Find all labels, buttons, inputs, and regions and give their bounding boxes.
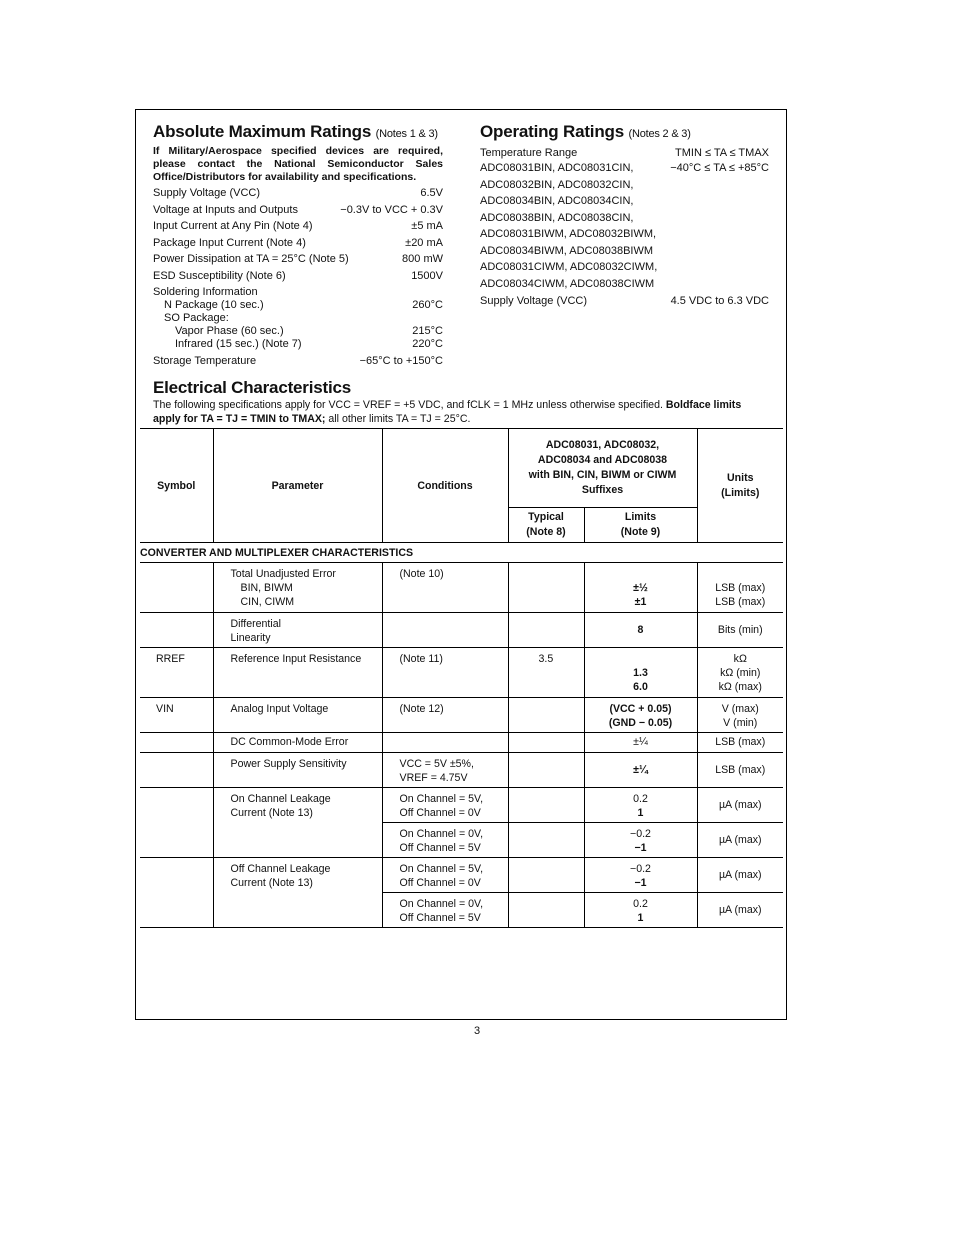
temp-range-row: Temperature Range TMIN ≤ TA ≤ TMAX <box>480 147 769 159</box>
table-row: Power Supply Sensitivity VCC = 5V ±5%, VREF = 4.75V ±¼ LSB (max) <box>140 753 783 788</box>
abs-max-title: Absolute Maximum Ratings (Notes 1 & 3) <box>153 122 438 141</box>
list-item: Voltage at Inputs and Outputs −0.3V to VCC + 0.3V <box>153 203 443 216</box>
temp-value: −40°C ≤ TA ≤ +85°C <box>670 162 769 174</box>
list-item: ADC08034BIWM, ADC08038BIWM <box>480 244 654 257</box>
elec-section <box>153 378 769 426</box>
table-row: Total Unadjusted Error BIN, BIWM CIN, CIWM (Note 10) ±½ ±1 LSB (max) LSB (max) <box>140 563 783 613</box>
op-ratings-title: Operating Ratings (Notes 2 & 3) <box>480 122 691 141</box>
table-row: Differential Linearity 8 Bits (min) <box>140 613 783 648</box>
op-ratings-section <box>480 122 769 308</box>
list-item: SO Package: <box>164 312 229 324</box>
header-parameter: Parameter <box>213 429 382 543</box>
list-item: Input Current at Any Pin (Note 4) ±5 mA <box>153 220 443 232</box>
header-units: Units (Limits) <box>697 429 783 543</box>
list-item: ADC08034CIWM, ADC08038CIWM <box>480 277 655 290</box>
list-item: N Package (10 sec.) 260°C <box>164 299 443 311</box>
header-typical: Typical (Note 8) <box>508 508 584 543</box>
parts-list <box>480 160 769 292</box>
table-row: On Channel Leakage Current (Note 13) On Channel = 5V, Off Channel = 0V 0.2 1 µA (max) <box>140 788 783 823</box>
list-item: ADC08031BIWM, ADC08032BIWM, <box>480 228 657 240</box>
section-converter: CONVERTER AND MULTIPLEXER CHARACTERISTICS <box>140 543 783 563</box>
table-row: Off Channel Leakage Current (Note 13) On Channel = 5V, Off Channel = 0V −0.2 −1 µA (max) <box>140 858 783 893</box>
list-item: ADC08031BIN, ADC08031CIN, <box>480 162 634 174</box>
header-symbol: Symbol <box>140 429 213 543</box>
elec-table <box>140 428 783 928</box>
abs-max-section <box>153 122 443 368</box>
list-item: Package Input Current (Note 4) ±20 mA <box>153 236 443 249</box>
header-group: ADC08031, ADC08032, ADC08034 and ADC08038 with BIN, CIN, BIWM or CIWM Suffixes <box>508 429 697 508</box>
abs-max-list <box>153 187 443 368</box>
list-item: ADC08032BIN, ADC08032CIN, <box>480 178 634 191</box>
soldering-label: Soldering Information <box>153 286 258 298</box>
supply-row: Supply Voltage (VCC) 4.5 VDC to 6.3 VDC <box>480 295 769 307</box>
list-item: Infrared (15 sec.) (Note 7) 220°C <box>175 338 443 350</box>
list-item: Vapor Phase (60 sec.) 215°C <box>175 325 443 337</box>
list-item: ADC08038BIN, ADC08038CIN, <box>480 211 634 224</box>
header-conditions: Conditions <box>382 429 508 543</box>
list-item: Supply Voltage (VCC) 6.5V <box>153 187 443 199</box>
table-row: RREF Reference Input Resistance (Note 11) 3.5 1.3 6.0 kΩ kΩ (min) kΩ (max) <box>140 648 783 698</box>
list-item: Power Dissipation at TA = 25°C (Note 5) 800 mW <box>153 253 443 265</box>
table-row: On Channel = 0V, Off Channel = 5V −0.2 −1 µA (max) <box>140 823 783 858</box>
list-item: ESD Susceptibility (Note 6) 1500V <box>153 269 443 282</box>
table-row: VIN Analog Input Voltage (Note 12) (VCC + 0.05) (GND − 0.05) V (max) V (min) <box>140 698 783 733</box>
list-item: Storage Temperature −65°C to +150°C <box>153 354 443 367</box>
list-item: ADC08034BIN, ADC08034CIN, <box>480 195 634 207</box>
elec-title: Electrical Characteristics <box>153 378 351 397</box>
elec-intro: The following specifications apply for VCC = VREF = +5 VDC, and fCLK = 1 MHz unless otherwise specified. Boldface limits apply for TA = TJ = TMIN to TMAX; all other limits TA = TJ = 25°C. <box>153 399 742 425</box>
table-row: DC Common-Mode Error ±¼ LSB (max) <box>140 733 783 753</box>
abs-max-warning: If Military/Aerospace specified devices are required, please contact the National Semiconductor Sales Office/Distributors for availability and specifications. <box>153 145 443 183</box>
page-number: 3 <box>473 1025 481 1037</box>
list-item: ADC08031CIWM, ADC08032CIWM, <box>480 261 658 273</box>
table-row: On Channel = 0V, Off Channel = 5V 0.2 1 µA (max) <box>140 893 783 928</box>
header-limits: Limits (Note 9) <box>584 508 697 543</box>
